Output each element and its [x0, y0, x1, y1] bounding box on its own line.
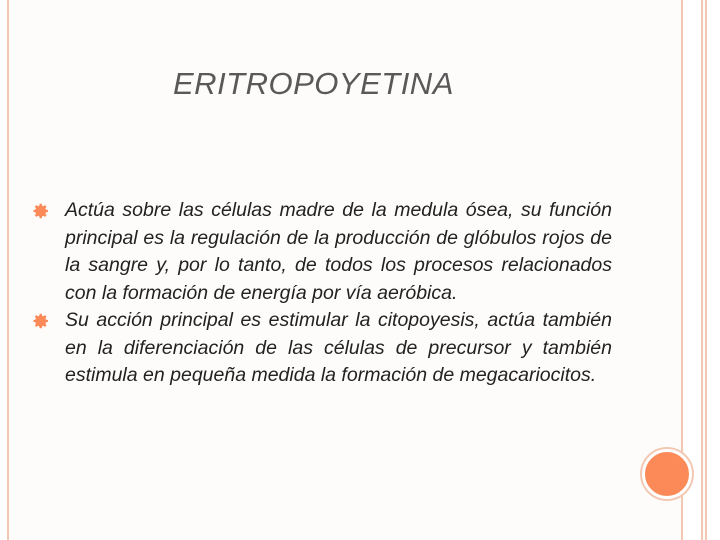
- bullet-list: [32, 197, 612, 390]
- bullet-item: [32, 197, 612, 307]
- bullet-text: Actúa sobre las células madre de la medula ósea, su función principal es la regulación de la producción de glóbulos rojos de la sangre y, por lo tanto, de todos los procesos relacionados con la formación de energía por vía aeróbica.: [65, 199, 612, 304]
- settings-gear-icon: [32, 312, 50, 330]
- bullet-text: Su acción principal es estimular la citopoyesis, actúa también en la diferenciación de las células de precursor y también estimula en pequeña medida la formación de megacariocitos.: [65, 309, 612, 386]
- slide-title: ERITROPOYETINA: [173, 66, 454, 101]
- settings-gear-icon: [32, 202, 50, 220]
- decorative-orb: [642, 449, 692, 499]
- bullet-item: [32, 307, 612, 390]
